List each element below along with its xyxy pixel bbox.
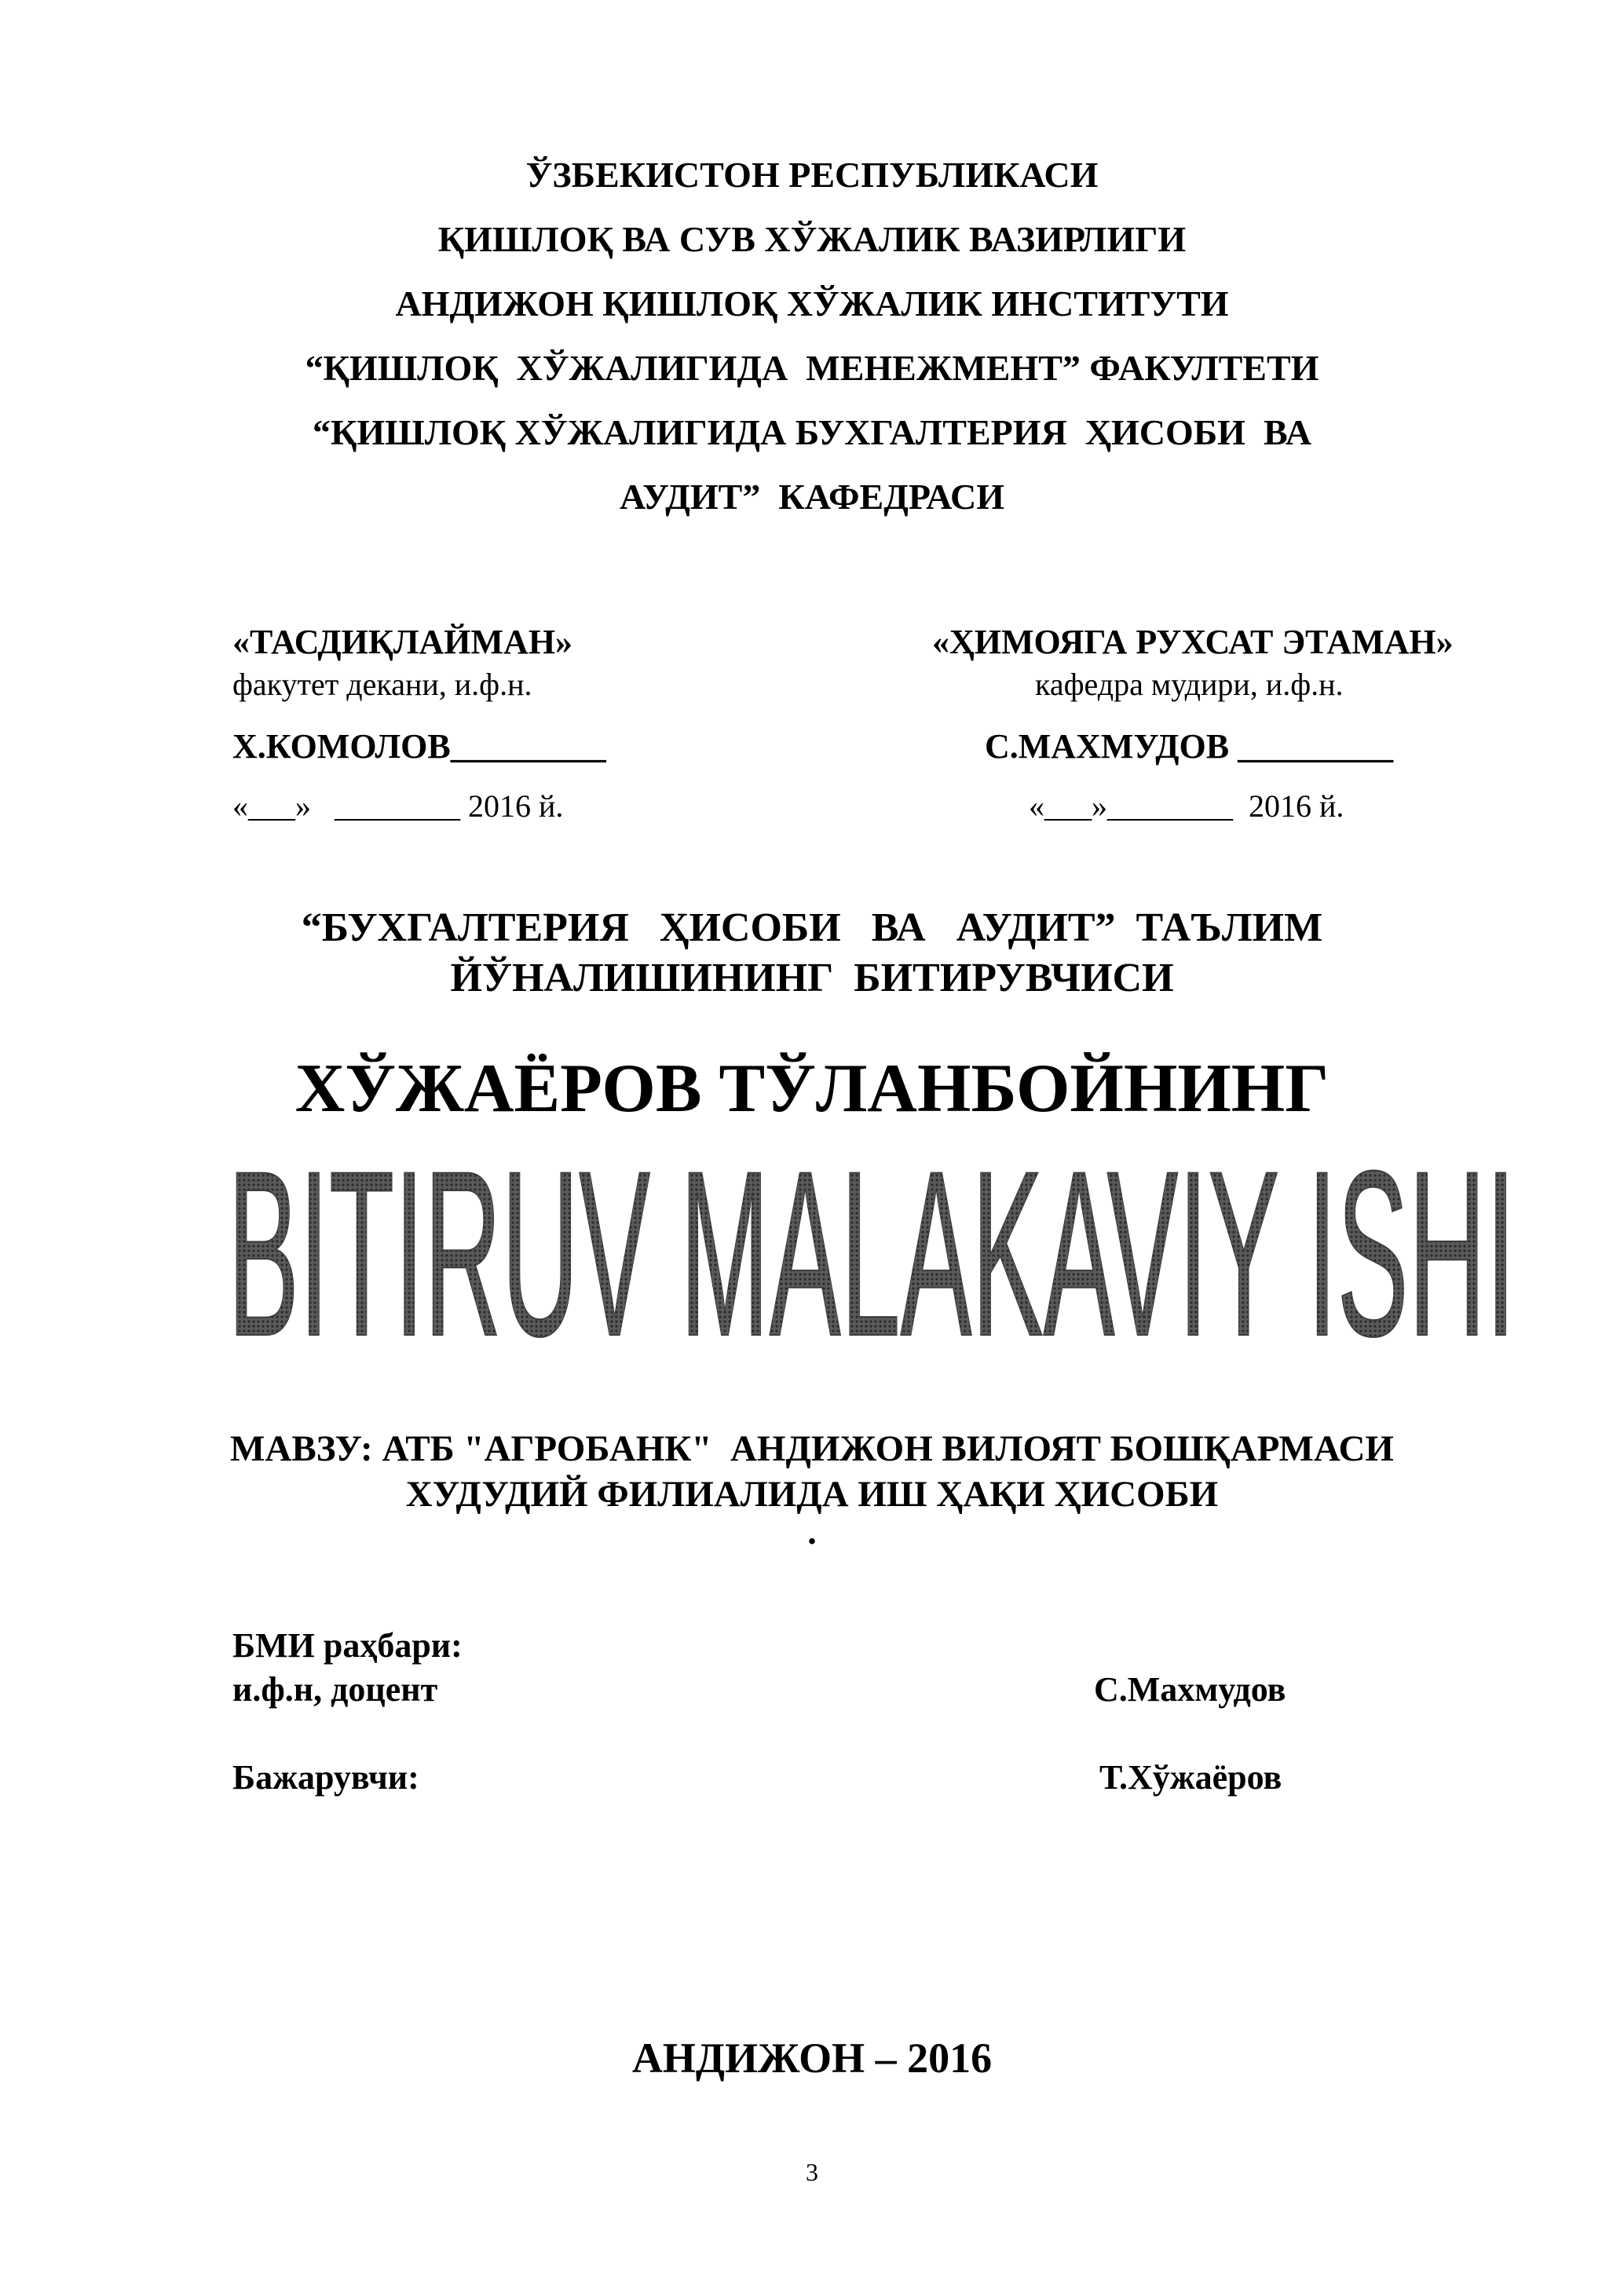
- student-name: ХЎЖАЁРОВ ТЎЛАНБОЙНИНГ: [294, 1051, 1330, 1127]
- performer-name: Т.Хўжаёров: [1099, 1758, 1282, 1797]
- department-name-line-2: АУДИТ” КАФЕДРАСИ: [619, 477, 1005, 517]
- work-title-wordart: [228, 1154, 1516, 1358]
- topic-line-2: ХУДУДИЙ ФИЛИАЛИДА ИШ ҲАҚИ ҲИСОБИ: [405, 1474, 1219, 1515]
- supervisor-degree: и.ф.н, доцент: [232, 1670, 438, 1709]
- department-name-line-1: “ҚИШЛОҚ ХЎЖАЛИГИДА БУХГАЛТЕРИЯ ҲИСОБИ ВА: [313, 412, 1311, 452]
- approval-right-position: кафедра мудири, и.ф.н.: [1035, 667, 1344, 702]
- specialty-line-1: “БУХГАЛТЕРИЯ ҲИСОБИ ВА АУДИТ” ТАЪЛИМ: [301, 905, 1323, 950]
- city-year: АНДИЖОН – 2016: [631, 2035, 993, 2082]
- topic-line-1: МАВЗУ: АТБ "АГРОБАНК" АНДИЖОН ВИЛОЯТ БОШҚАРМАСИ: [230, 1428, 1394, 1469]
- approval-left-date: «___» ________ 2016 й.: [232, 788, 564, 824]
- approval-left-name: Х.КОМОЛОВ_________: [232, 727, 606, 766]
- approval-right-title: «ҲИМОЯГА РУХСАТ ЭТАМАН»: [932, 623, 1454, 661]
- approval-left-title: «ТАСДИҚЛАЙМАН»: [232, 623, 573, 661]
- work-title-text: BITIRUV MALAKAVIY ISHI: [228, 1154, 1516, 1358]
- approval-right-date: «___»________ 2016 й.: [1029, 788, 1344, 824]
- page-number: 3: [806, 2158, 818, 2186]
- supervisor-name: С.Махмудов: [1094, 1670, 1286, 1709]
- faculty-name-line: “ҚИШЛОҚ ХЎЖАЛИГИДА МЕНЕЖМЕНТ” ФАКУЛТЕТИ: [305, 348, 1319, 388]
- approval-right-name: С.МАХМУДОВ _________: [985, 727, 1394, 766]
- approval-left-position: факутет декани, и.ф.н.: [232, 667, 532, 702]
- specialty-line-2: ЙЎНАЛИШИНИНГ БИТИРУВЧИСИ: [450, 956, 1174, 1000]
- topic-line-3: .: [807, 1512, 817, 1552]
- ministry-country-line: ЎЗБЕКИСТОН РЕСПУБЛИКАСИ: [525, 155, 1099, 195]
- performer-label: Бажарувчи:: [232, 1758, 419, 1797]
- ministry-name-line: ҚИШЛОҚ ВА СУВ ХЎЖАЛИК ВАЗИРЛИГИ: [437, 219, 1187, 259]
- supervisor-label: БМИ раҳбари:: [232, 1626, 463, 1665]
- institute-name-line: АНДИЖОН ҚИШЛОҚ ХЎЖАЛИК ИНСТИТУТИ: [395, 283, 1229, 324]
